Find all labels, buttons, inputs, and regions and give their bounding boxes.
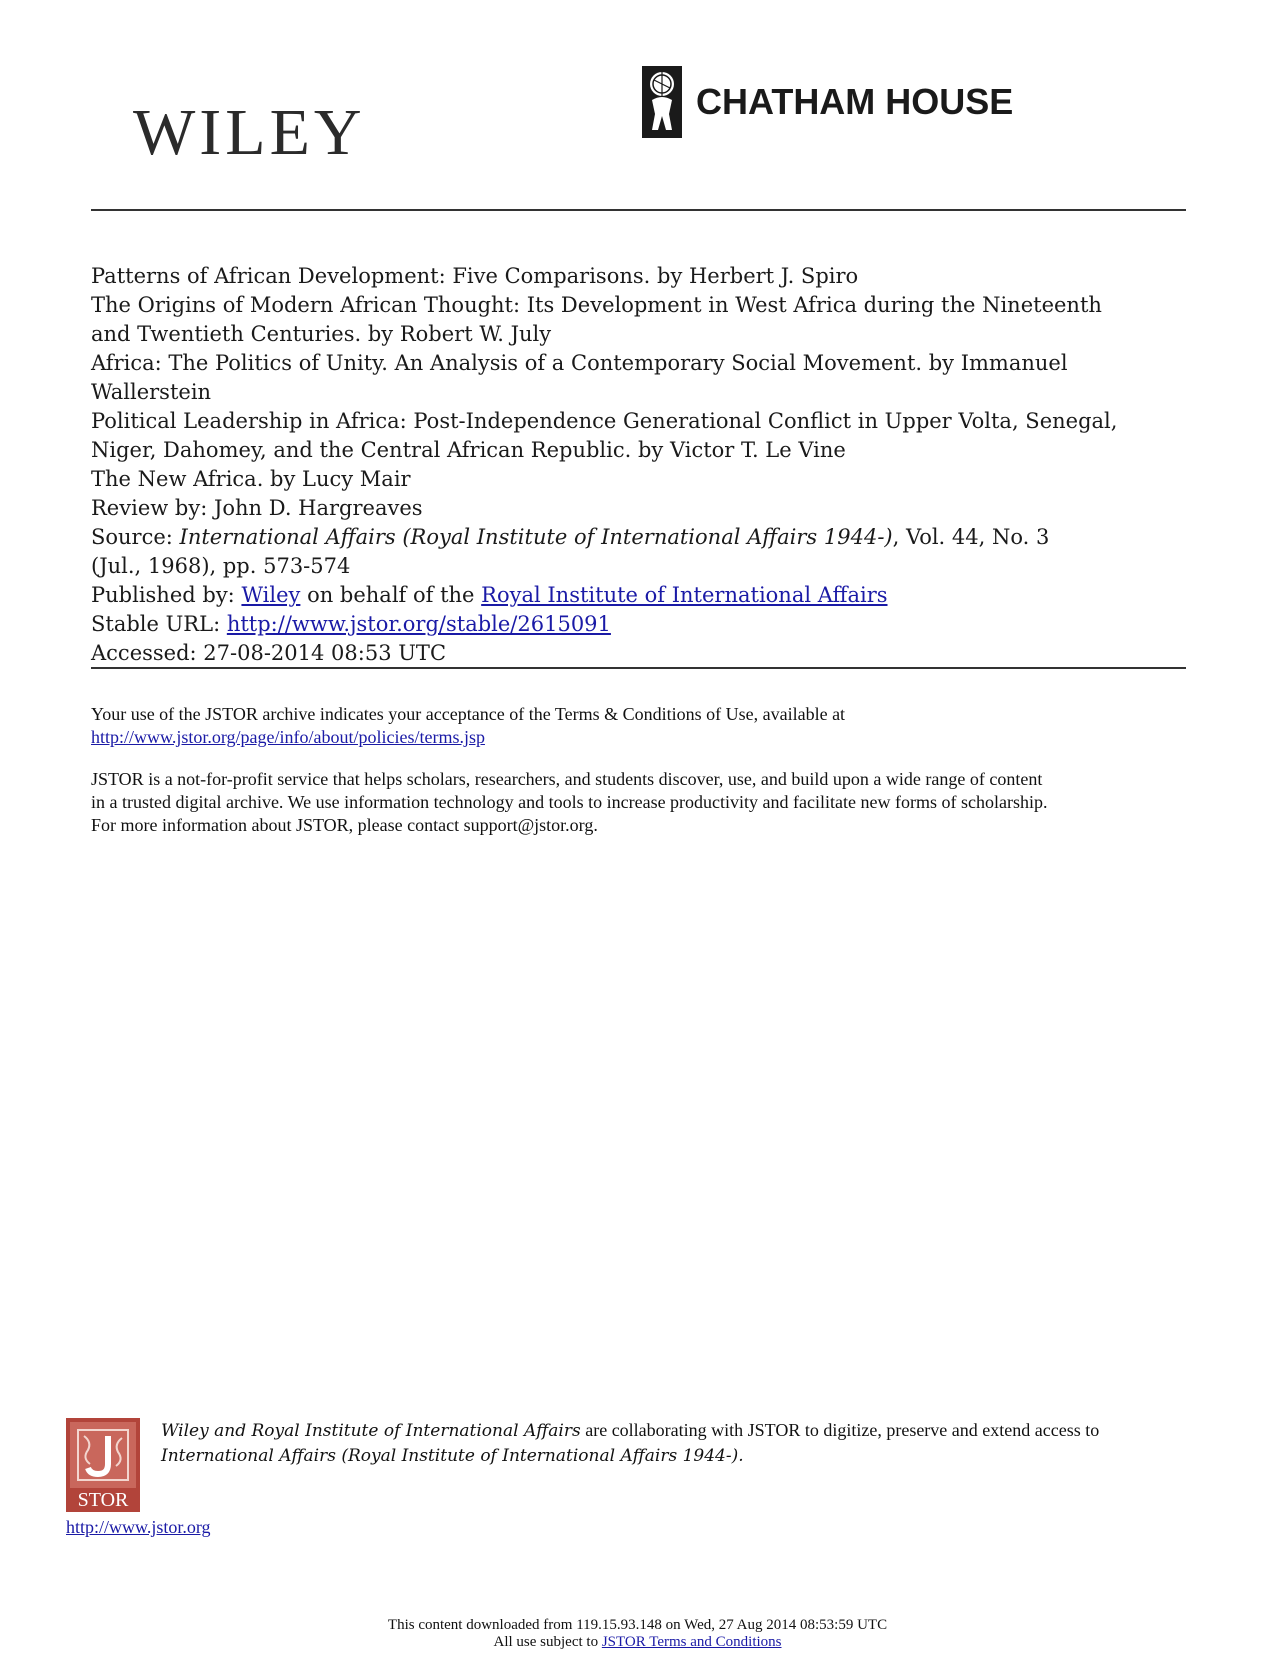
- terms-paragraph: [91, 703, 1201, 749]
- download-notice: [0, 1617, 1275, 1651]
- stable-url-line: [91, 610, 1191, 639]
- accessed-date: Accessed: 27-08-2014 08:53 UTC: [91, 641, 447, 665]
- source-line: [91, 523, 1191, 552]
- publisher-link[interactable]: Wiley: [241, 583, 301, 607]
- jstor-logo-icon: [66, 1418, 140, 1512]
- subject-label: All use subject to: [493, 1634, 602, 1650]
- chatham-house-wordmark: CHATHAM HOUSE: [696, 81, 1014, 122]
- title-line: Niger, Dahomey, and the Central African Republic. by Victor T. Le Vine: [91, 438, 846, 462]
- partner-link[interactable]: Royal Institute of International Affairs: [481, 583, 888, 607]
- published-by-line: [91, 581, 1191, 610]
- atlas-emblem-icon: [642, 66, 682, 138]
- published-middle: on behalf of the: [300, 583, 482, 607]
- citation-block: [91, 262, 1191, 668]
- about-line: For more information about JSTOR, please contact support@jstor.org.: [91, 815, 598, 835]
- stable-url-link[interactable]: http://www.jstor.org/stable/2615091: [226, 612, 611, 636]
- source-volume: , Vol. 44, No. 3: [892, 525, 1050, 549]
- bottom-divider: [91, 667, 1186, 669]
- collab-partners: Wiley and Royal Institute of International Affairs: [161, 1421, 581, 1441]
- top-divider: [91, 209, 1186, 211]
- published-label: Published by:: [91, 583, 242, 607]
- source-journal: International Affairs (Royal Institute of International Affairs 1944-): [179, 525, 893, 549]
- title-line: Africa: The Politics of Unity. An Analysis of a Contemporary Social Movement. by Immanuel: [91, 351, 1068, 375]
- jstor-about-paragraph: [91, 768, 1201, 837]
- stable-url-label: Stable URL:: [91, 612, 227, 636]
- title-line: and Twentieth Centuries. by Robert W. July: [91, 322, 552, 346]
- collab-line-2: [161, 1443, 1201, 1468]
- collab-line-1: [161, 1418, 1201, 1443]
- subject-line: [0, 1634, 1275, 1651]
- download-line: This content downloaded from 119.15.93.148 on Wed, 27 Aug 2014 08:53:59 UTC: [387, 1617, 888, 1633]
- title-line: The New Africa. by Lucy Mair: [91, 467, 411, 491]
- title-line: Patterns of African Development: Five Comparisons. by Herbert J. Spiro: [91, 264, 859, 288]
- source-label: Source:: [91, 525, 180, 549]
- collab-journal: International Affairs (Royal Institute of International Affairs 1944-).: [161, 1446, 744, 1466]
- about-line: JSTOR is a not-for-profit service that helps scholars, researchers, and students discover, use, and build upon a wide range of content: [91, 769, 1043, 789]
- jstor-home-link-wrap: [66, 1517, 211, 1538]
- source-pages: (Jul., 1968), pp. 573-574: [91, 554, 351, 578]
- title-line: Political Leadership in Africa: Post-Independence Generational Conflict in Upper Volta, Senegal,: [91, 409, 1118, 433]
- chatham-house-logo: [642, 66, 1013, 138]
- title-line: Wallerstein: [91, 380, 212, 404]
- terms-text: Your use of the JSTOR archive indicates your acceptance of the Terms & Conditions of Use, available at: [91, 704, 846, 724]
- review-by: Review by: John D. Hargreaves: [91, 496, 423, 520]
- collab-text: are collaborating with JSTOR to digitize, preserve and extend access to: [580, 1420, 1100, 1440]
- jstor-home-link[interactable]: http://www.jstor.org: [66, 1517, 211, 1537]
- collaboration-note: [161, 1418, 1201, 1468]
- about-line: in a trusted digital archive. We use information technology and tools to increase productivity and facilitate new forms of scholarship.: [91, 792, 1048, 812]
- jstor-terms-link[interactable]: JSTOR Terms and Conditions: [601, 1634, 782, 1650]
- jstor-logo-text: STOR: [77, 1489, 129, 1511]
- terms-link[interactable]: http://www.jstor.org/page/info/about/policies/terms.jsp: [91, 727, 485, 747]
- wiley-logo: WILEY: [133, 96, 366, 169]
- title-line: The Origins of Modern African Thought: Its Development in West Africa during the Nineteenth: [91, 293, 1102, 317]
